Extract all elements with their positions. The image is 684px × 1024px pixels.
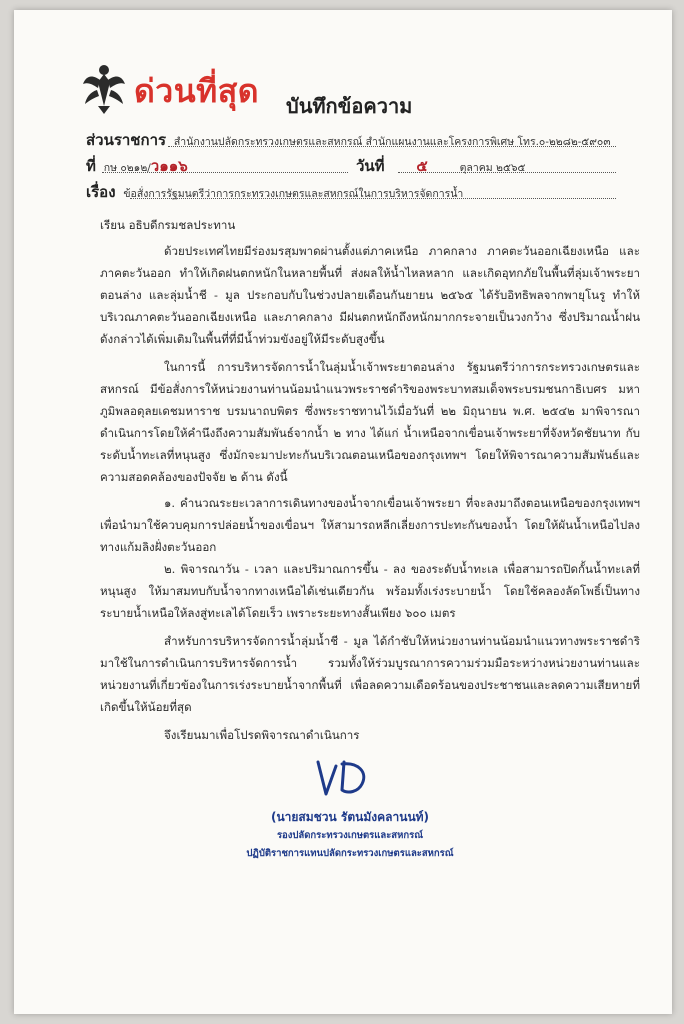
paragraph-3: สำหรับการบริหารจัดการน้ำลุ่มน้ำชี - มูล ได้กำชับให้หน่วยงานท่านน้อมนำแนวทางพระราชดำริมาใช้ในการดำเนินการบริหารจัดการน้ำ รวมทั้งให้ร่วมบูรณาการความร่วมมือระหว่างหน่วยงานท่านและหน่วยงานที่เกี่ยวข้องในการเร่งระบายน้ำจากพื้นที่ เพื่อลดความเดือดร้อนของประชาชนและลดความเสียหายที่เกิดขึ้นให้น้อยที่สุด [100, 634, 640, 714]
number-row [86, 154, 188, 178]
signer-title-1: รองปลัดกระทรวงเกษตรและสหกรณ์ [276, 830, 424, 841]
subject-label: เรื่อง [86, 183, 116, 201]
document-body [100, 214, 640, 746]
date-day-handwritten: ๕ [416, 157, 428, 175]
agency-value: สำนักงานปลัดกระทรวงเกษตรและสหกรณ์ สำนักแผนงานและโครงการพิเศษ โทร.๐-๒๒๘๒-๕๙๐๓ [173, 136, 611, 148]
signer-name: (นายสมชวน รัตนมังคลานนท์) [270, 810, 430, 824]
number-handwritten: ว๑๑๖ [150, 157, 188, 175]
number-label: ที่ [86, 157, 96, 175]
agency-rule [168, 146, 616, 147]
subject-rule [130, 198, 616, 199]
date-month-year: ตุลาคม ๒๕๖๕ [459, 162, 526, 174]
date-label: วันที่ [356, 157, 385, 175]
number-prefix: กษ ๐๒๑๒/ [103, 162, 151, 174]
subject-row [86, 180, 463, 204]
date-rule [398, 172, 616, 173]
list-item-1: ๑. คำนวณระยะเวลาการเดินทางของน้ำจากเขื่อนเจ้าพระยา ที่จะลงมาถึงตอนเหนือของกรุงเทพฯ เพื่อนำมาใช้ควบคุมการปล่อยน้ำของเขื่อนฯ ให้สามารถหลีกเลี่ยงการปะทะกันของน้ำ โดยให้ผันน้ำเหนือไปลงทางแก้มลิงฝั่งตะวันออก [100, 496, 640, 554]
list-item-2: ๒. พิจารณาวัน - เวลา และปริมาณการขึ้น - ลง ของระดับน้ำทะเล เพื่อสามารถปิดกั้นน้ำทะเลที่หนุนสูง ให้มาสมทบกับน้ำจากทางเหนือได้เช่นเดียวกัน พร้อมทั้งเร่งระบายน้ำ โดยใช้คลองลัดโพธิ์เป็นทางระบายน้ำเหนือให้ลงสู่ทะเลได้โดยเร็ว เพราะระยะทางสั้นเพียง ๖๐๐ เมตร [100, 562, 640, 620]
signature-mark [312, 754, 374, 802]
number-rule [102, 172, 348, 173]
salutation: เรียน อธิบดีกรมชลประทาน [100, 218, 236, 232]
agency-label: ส่วนราชการ [86, 131, 167, 149]
closing-line: จึงเรียนมาเพื่อโปรดพิจารณาดำเนินการ [164, 728, 360, 742]
memo-title: บันทึกข้อความ [286, 94, 413, 118]
signer-title-2: ปฏิบัติราชการแทนปลัดกระทรวงเกษตรและสหกรณ์ [246, 848, 454, 859]
paragraph-1: ด้วยประเทศไทยมีร่องมรสุมพาดผ่านตั้งแต่ภาคเหนือ ภาคกลาง ภาคตะวันออกเฉียงเหนือ และภาคตะวันออก ทำให้เกิดฝนตกหนักในหลายพื้นที่ ส่งผลให้น้ำไหลหลาก และเกิดอุทกภัยในพื้นที่ลุ่มเจ้าพระยาตอนล่าง และลุ่มน้ำชี - มูล ประกอบกับในช่วงปลายเดือนกันยายน ๒๕๖๕ ได้รับอิทธิพลจากพายุโนรู ทำให้บริเวณภาคตะวันออกเฉียงเหนือ และภาคกลาง มีฝนตกหนักถึงหนักมากกระจายเป็นวงกว้าง ซึ่งปริมาณน้ำฝนดังกล่าวได้เพิ่มเติมในพื้นที่ที่มีน้ำท่วมขังอยู่ให้มีระดับสูงขึ้น [100, 244, 640, 346]
garuda-emblem-icon [82, 62, 126, 114]
paragraph-2: ในการนี้ การบริหารจัดการน้ำในลุ่มน้ำเจ้าพระยาตอนล่าง รัฐมนตรีว่าการกระทรวงเกษตรและสหกรณ์ มีข้อสั่งการให้หน่วยงานท่านน้อมนำแนวพระราชดำริของพระบาทสมเด็จพระบรมชนกาธิเบศร มหาภูมิพลอดุลยเดชมหาราช บรมนาถบพิตร ซึ่งพระราชทานไว้เมื่อวันที่ ๒๒ มิถุนายน พ.ศ. ๒๕๔๒ มาพิจารณาดำเนินการโดยให้คำนึงถึงความสัมพันธ์จากน้ำ ๒ ทาง ได้แก่ น้ำเหนือจากเขื่อนเจ้าพระยาที่จังหวัดชัยนาท กับระดับน้ำทะเลที่หนุนสูง ซึ่งมักจะมาปะทะกันบริเวณตอนเหนือของกรุงเทพฯ โดยให้พิจารณาความสัมพันธ์และความสอดคล้องของปัจจัย ๒ ด้าน ดังนี้ [100, 360, 640, 484]
agency-row [86, 128, 611, 152]
urgency-stamp: ด่วนที่สุด [134, 72, 260, 110]
date-row [356, 154, 526, 178]
subject-value: ข้อสั่งการรัฐมนตรีว่าการกระทรวงเกษตรและสหกรณ์ในการบริหารจัดการน้ำ [123, 188, 464, 200]
